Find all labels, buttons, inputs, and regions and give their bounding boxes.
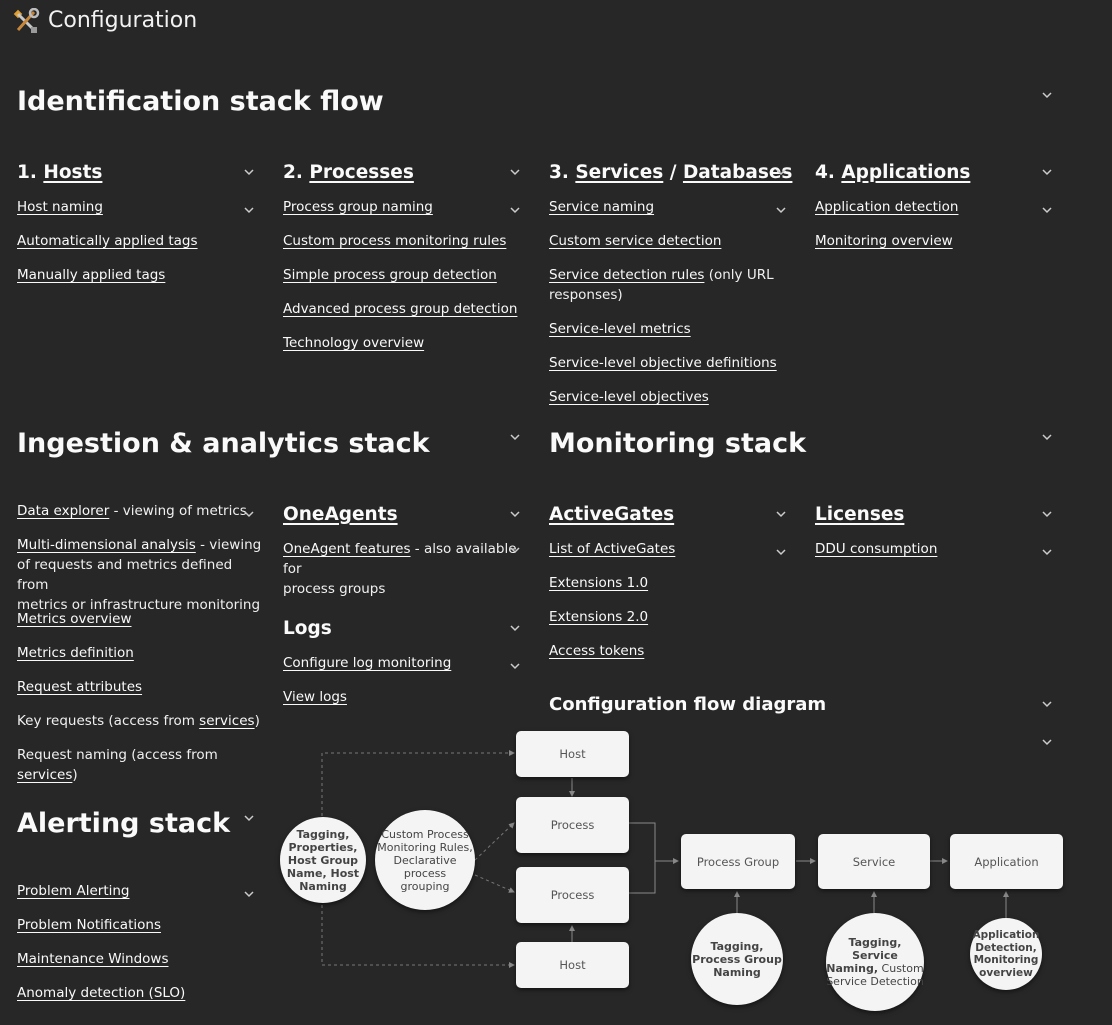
oneagent-features-link[interactable]: OneAgent features [283,541,411,557]
chevron-down-icon[interactable] [510,510,520,520]
slo-definitions-link[interactable]: Service-level objective definitions [549,355,777,371]
page-title: Configuration [48,8,198,33]
chevron-down-icon[interactable] [776,548,786,558]
chevron-down-icon[interactable] [244,168,254,178]
oneagents-title [283,504,398,525]
extensions-2-link[interactable]: Extensions 2.0 [549,609,649,625]
service-level-metrics-link[interactable]: Service-level metrics [549,321,691,337]
mda-link[interactable]: Multi-dimensional analysis [17,537,196,553]
chevron-down-icon[interactable] [776,206,786,216]
chevron-down-icon[interactable] [1042,206,1052,216]
chevron-down-icon[interactable] [244,814,254,824]
custom-service-detection-link[interactable]: Custom service detection [549,233,722,249]
config-flow-diagram-title: Configuration flow diagram [549,694,827,715]
monitoring-stack-heading: Monitoring stack [549,428,807,459]
diagram-circle-application: Application Detection, Monitoring overview [970,918,1042,990]
chevron-down-icon[interactable] [776,510,786,520]
chevron-down-icon[interactable] [244,890,254,900]
chevron-down-icon[interactable] [244,510,254,520]
tools-icon [12,8,40,36]
applications-title: 4. Applications [815,162,971,183]
services-link[interactable]: Services [575,162,664,183]
diagram-application: Application [950,834,1063,889]
access-tokens-link[interactable]: Access tokens [549,643,645,659]
host-naming-link[interactable]: Host naming [17,199,103,215]
service-detection-rules-link[interactable]: Service detection rules [549,267,705,283]
activegates-title [549,504,674,525]
process-group-naming-link[interactable]: Process group naming [283,199,433,215]
technology-overview-link[interactable]: Technology overview [283,335,425,351]
diagram-process-group: Process Group [681,834,795,889]
hosts-title: 1. Hosts [17,162,103,183]
advanced-pg-detection-link[interactable]: Advanced process group detection [283,301,518,317]
chevron-down-icon[interactable] [1042,433,1052,443]
extensions-1-link[interactable]: Extensions 1.0 [549,575,649,591]
chevron-down-icon[interactable] [1042,510,1052,520]
list-activegates-link[interactable]: List of ActiveGates [549,541,676,557]
chevron-down-icon[interactable] [510,624,520,634]
anomaly-detection-link[interactable]: Anomaly detection (SLO) [17,985,186,1001]
activegates-link[interactable]: ActiveGates [549,504,675,525]
simple-pg-detection-link[interactable]: Simple process group detection [283,267,497,283]
oneagent-features-item: OneAgent features - also available for process groups [283,541,517,597]
service-naming-link[interactable]: Service naming [549,199,655,215]
diagram-host-top: Host [516,731,629,777]
diagram-service: Service [818,834,930,889]
request-naming-services-link[interactable]: services [17,767,73,783]
view-logs-link[interactable]: View logs [283,689,347,705]
manual-tags-link[interactable]: Manually applied tags [17,267,166,283]
monitoring-overview-link[interactable]: Monitoring overview [815,233,953,249]
chevron-down-icon[interactable] [510,206,520,216]
request-naming-item: Request naming (access from services) [17,747,218,783]
application-detection-link[interactable]: Application detection [815,199,959,215]
chevron-down-icon[interactable] [510,433,520,443]
chevron-down-icon[interactable] [510,168,520,178]
processes-link[interactable]: Processes [309,162,414,183]
chevron-down-icon[interactable] [776,168,786,178]
key-requests-services-link[interactable]: services [199,713,255,729]
problem-alerting-link[interactable]: Problem Alerting [17,883,130,899]
diagram-host-bottom: Host [516,942,629,988]
alerting-stack-heading: Alerting stack [17,808,231,839]
chevron-down-icon[interactable] [1042,700,1052,710]
chevron-down-icon[interactable] [244,206,254,216]
licenses-link[interactable]: Licenses [815,504,905,525]
diagram-process-2: Process [516,867,629,923]
data-explorer-link[interactable]: Data explorer [17,503,110,519]
mda-item: Multi-dimensional analysis - viewing of requests and metrics defined from metrics or infrastructure monitoring [17,537,262,613]
ingestion-stack-heading: Ingestion & analytics stack [17,428,430,459]
diagram-circle-tagging: Tagging, Properties, Host Group Name, Host Naming [280,817,366,903]
auto-tags-link[interactable]: Automatically applied tags [17,233,198,249]
chevron-down-icon[interactable] [1042,91,1052,101]
service-detection-rules-item: Service detection rules (only URL responses) [549,267,774,303]
chevron-down-icon[interactable] [1042,548,1052,558]
slo-link[interactable]: Service-level objectives [549,389,709,405]
chevron-down-icon[interactable] [510,662,520,672]
configure-log-monitoring-link[interactable]: Configure log monitoring [283,655,452,671]
oneagents-link[interactable]: OneAgents [283,504,398,525]
diagram-circle-custom: Custom Process Monitoring Rules, Declarative process grouping [375,810,475,910]
diagram-circle-pg: Tagging, Process Group Naming [691,913,783,1005]
ddu-consumption-link[interactable]: DDU consumption [815,541,938,557]
request-attributes-link[interactable]: Request attributes [17,679,143,695]
logs-title: Logs [283,618,332,639]
chevron-down-icon[interactable] [510,546,520,556]
databases-link[interactable]: Databases [682,162,793,183]
key-requests-item: Key requests (access from services) [17,713,260,729]
metrics-definition-link[interactable]: Metrics definition [17,645,134,661]
services-title: 3. Services / Databases [549,162,793,183]
processes-title: 2. Processes [283,162,414,183]
diagram-process-1: Process [516,797,629,853]
applications-link[interactable]: Applications [841,162,971,183]
diagram-circle-service: Tagging, Service Naming, Custom Service Detection [826,913,924,1011]
licenses-title [815,504,904,525]
identification-stack-heading: Identification stack flow [17,86,384,117]
problem-notifications-link[interactable]: Problem Notifications [17,917,161,933]
metrics-overview-link[interactable]: Metrics overview [17,611,132,627]
hosts-link[interactable]: Hosts [43,162,103,183]
chevron-down-icon[interactable] [1042,168,1052,178]
maintenance-windows-link[interactable]: Maintenance Windows [17,951,169,967]
data-explorer-item: Data explorer - viewing of metrics [17,503,247,519]
custom-process-monitoring-link[interactable]: Custom process monitoring rules [283,233,507,249]
